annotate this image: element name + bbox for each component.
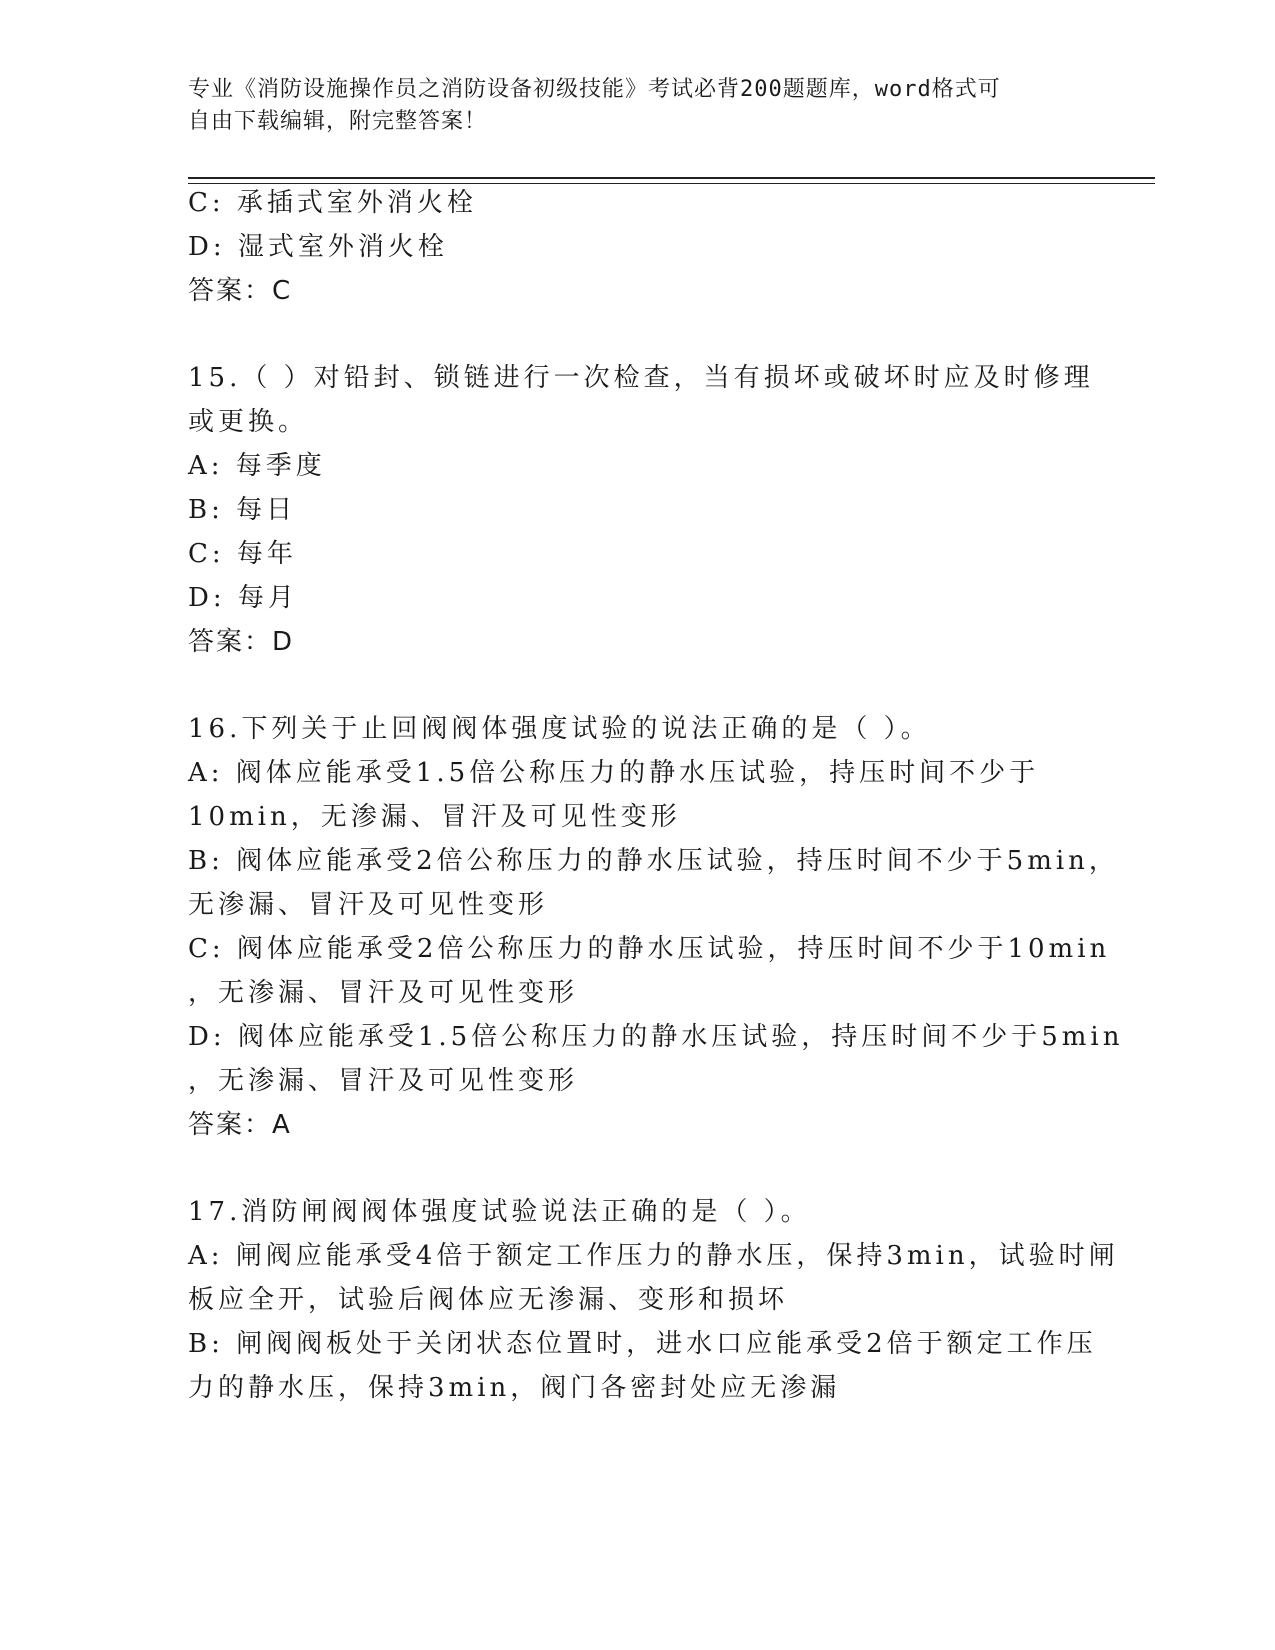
q17-stem: 17.消防闸阀阀体强度试验说法正确的是（ ）。 [188,1197,811,1227]
q16-option-c-line-1: C: 阀体应能承受2倍公称压力的静水压试验，持压时间不少于10min [188,934,1111,964]
q16-option-d-line-2: ，无渗漏、冒汗及可见性变形 [188,1066,579,1096]
q15-answer: 答案：D [188,627,295,657]
header-title-line-2: 自由下载编辑，附完整答案！ [188,109,488,134]
q16-option-a-line-2: 10min，无渗漏、冒汗及可见性变形 [188,802,681,832]
q15-stem-line-1: 15.（ ）对铅封、锁链进行一次检查，当有损坏或破坏时应及时修理 [188,363,1094,393]
header-divider-thick [188,177,1155,179]
q15-option-d: D: 每月 [188,583,298,613]
q16-option-b-line-1: B: 阀体应能承受2倍公称压力的静水压试验，持压时间不少于5min， [188,846,1119,876]
q16-option-a-line-1: A: 阀体应能承受1.5倍公称压力的静水压试验，持压时间不少于 [188,758,1040,788]
q14-option-d: D: 湿式室外消火栓 [188,232,448,262]
header-divider-thin [188,183,1155,184]
q15-option-c: C: 每年 [188,539,297,569]
document-header [188,74,1088,138]
q16-option-b-line-2: 无渗漏、冒汗及可见性变形 [188,890,549,920]
q17-option-a-line-2: 板应全开，试验后阀体应无渗漏、变形和损坏 [188,1285,789,1315]
q17-option-b-line-2: 力的静水压，保持3min，阀门各密封处应无渗漏 [188,1373,841,1403]
q14-answer: 答案：C [188,276,293,306]
q15-stem-line-2: 或更换。 [188,407,309,437]
q15-option-b: B: 每日 [188,495,297,525]
q14-option-c: C: 承插式室外消火栓 [188,188,477,218]
q16-option-c-line-2: ，无渗漏、冒汗及可见性变形 [188,978,579,1008]
header-title-line-1: 专业《消防设施操作员之消防设备初级技能》考试必背200题题库，word格式可 [188,77,1001,102]
q16-option-d-line-1: D: 阀体应能承受1.5倍公称压力的静水压试验，持压时间不少于5min [188,1022,1124,1052]
q16-stem: 16.下列关于止回阀阀体强度试验的说法正确的是（ ）。 [188,714,931,744]
q17-option-a-line-1: A: 闸阀应能承受4倍于额定工作压力的静水压，保持3min，试验时闸 [188,1241,1119,1271]
q16-answer: 答案：A [188,1110,292,1140]
q17-option-b-line-1: B: 闸阀阀板处于关闭状态位置时，进水口应能承受2倍于额定工作压 [188,1329,1097,1359]
q15-option-a: A: 每季度 [188,451,326,481]
